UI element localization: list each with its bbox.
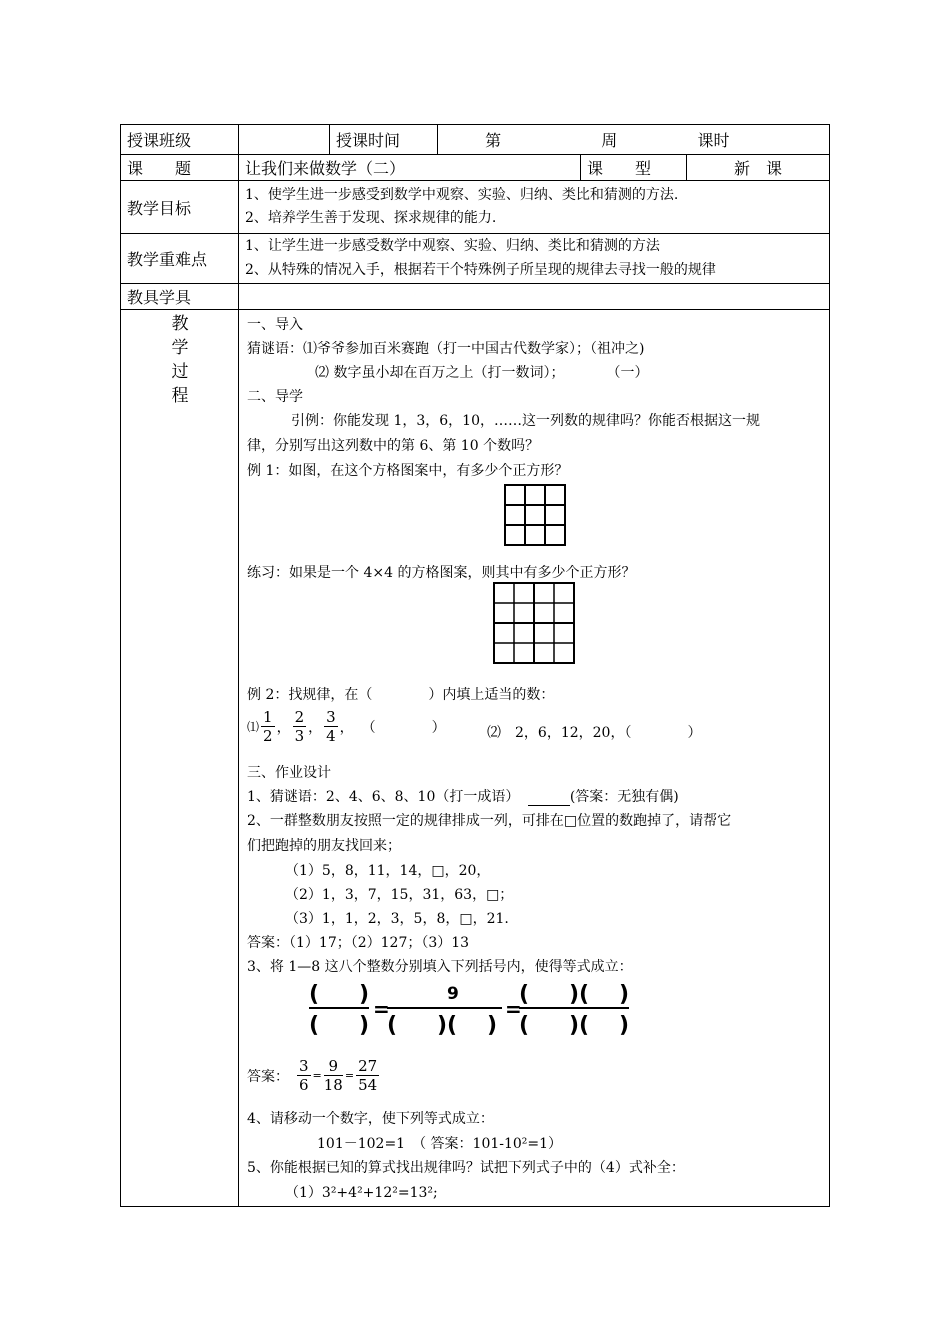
section-3-title: 三、作业设计 [247,765,331,781]
example-2: 例 2：找规律，在（ ）内填上适当的数： [247,687,555,703]
part-1-blank[interactable]: （ ） [361,719,446,736]
svg-text:): ) [359,982,370,1007]
week-mid: 周 [601,131,618,150]
lesson-suffix: 课时 [697,131,730,150]
svg-text:(: ( [309,1013,320,1038]
answer-fraction-27-54: $\frac{27}{54}$ [358,1057,378,1094]
svg-text:(: ( [519,1013,530,1038]
homework-2-line-1: 2、一群整数朋友按照一定的规律排成一列，可排在□位置的数跑掉了，请帮它 [247,813,732,829]
svg-text:(: ( [309,982,320,1007]
process-label-cell [121,310,239,1207]
process-char-3: 过 [171,362,189,382]
nine-numerator: 9 [447,984,459,1004]
key-line-2: 2、从特殊的情况入手，根据若干个特殊例子所呈现的规律去寻找一般的规律 [245,261,716,278]
topic-label: 课 题 [121,155,239,181]
tools-label: 教具学具 [121,284,239,310]
homework-5: 5、你能根据已知的算式找出规律吗？试把下列式子中的（4）式补全： [247,1160,685,1176]
topic-value: 让我们来做数学（二） [239,155,581,181]
class-value[interactable] [239,125,330,155]
homework-2-answer: 答案：（1）17；（2）127；（3）13 [247,935,470,951]
process-char-1: 教 [171,314,189,334]
svg-text:): ) [487,1013,498,1038]
part-1-marker: ⑴ [247,720,260,734]
svg-text:)(: )( [437,1013,458,1038]
riddle-2: ⑵ 数字虽小却在百万之上（打一数词）； （一） [315,365,649,381]
homework-1 [247,786,679,806]
homework-3-answer-label: 答案： [247,1068,289,1085]
grid-3x3-figure [504,484,566,546]
homework-1-blank[interactable] [528,791,570,806]
lesson-plan-table [120,124,830,1207]
svg-text:)(: )( [569,1013,590,1038]
example-2-part-2: ⑵ 2，6，12，20，（ ） [487,725,702,741]
riddle-1: 猜谜语：⑴爷爷参加百米赛跑（打一中国古代数学家）；（祖冲之) [247,341,645,357]
section-1-title: 一、导入 [247,317,303,333]
homework-2-seq-1: （1）5，8，11，14，□，20， [285,863,491,879]
time-value[interactable] [438,125,830,155]
homework-3-answer: 答案： $\frac{3}{6}$ = $\frac{9}{18}$ = $\frac{27}{54}$ [247,1057,378,1094]
homework-2-seq-3: （3）1，1，2，3，5，8，□，21. [285,911,509,927]
homework-1-question: 1、猜谜语：2、4、6、8、10（打一成语） [247,789,520,805]
svg-text:): ) [619,982,630,1007]
key-content [239,234,830,284]
example-1: 例 1：如图，在这个方格图案中，有多少个正方形？ [247,463,569,479]
fraction-1-2: $\frac{1}{2}$ [263,708,273,745]
process-char-4: 程 [171,386,189,406]
svg-text:): ) [359,1013,370,1038]
section-2-title: 二、导学 [247,389,303,405]
svg-text:): ) [619,1013,630,1038]
intro-line-1: 引例：你能发现 1，3，6，10，……这一列数的规律吗？你能否根据这一规 [291,413,760,429]
homework-5-item-1: （1）3²+4²+12²=13²; [285,1185,438,1201]
fraction-3-4: $\frac{3}{4}$ [326,708,336,745]
key-label: 教学重难点 [121,234,239,284]
homework-2-seq-2: （2）1，3，7，15，31，63，□； [285,887,514,903]
homework-3: 3、将 1—8 这八个整数分别填入下列括号内，使得等式成立： [247,959,633,975]
type-value: 新 课 [687,155,830,181]
homework-4: 4、请移动一个数字，使下列等式成立： [247,1111,494,1127]
answer-fraction-9-18: $\frac{9}{18}$ [323,1057,343,1094]
process-label [121,310,239,408]
homework-1-answer: (答案：无独有偶) [569,789,679,805]
svg-text:(: ( [519,982,530,1007]
homework-2-line-2: 们把跑掉的朋友找回来； [247,838,401,854]
lesson-plan-form [120,124,829,1205]
practice: 练习：如果是一个 4×4 的方格图案，则其中有多少个正方形？ [247,565,636,581]
svg-text:(: ( [387,1013,398,1038]
intro-line-2: 律，分别写出这列数中的第 6、第 10 个数吗？ [247,438,540,454]
goal-content [239,181,830,234]
goal-label: 教学目标 [121,181,239,234]
fraction-2-3: $\frac{2}{3}$ [294,708,305,745]
svg-text:=: = [373,997,390,1021]
process-char-2: 学 [171,338,189,358]
tools-value[interactable] [239,284,830,310]
goal-line-2: 2、培养学生善于发现、探求规律的能力. [245,210,497,226]
process-content [239,310,830,1207]
type-label: 课 型 [581,155,687,181]
svg-text:)(: )( [569,982,590,1007]
bracket-equation-figure [307,980,635,1038]
key-line-1: 1、让学生进一步感受数学中观察、实验、归纳、类比和猜测的方法 [245,238,660,254]
class-label: 授课班级 [121,125,239,155]
week-prefix: 第 [485,131,502,150]
answer-fraction-3-6: $\frac{3}{6}$ [299,1057,309,1094]
example-2-part-1: ⑴ $\frac{1}{2}$ ， $\frac{2}{3}$ ， $\frac{3}{4}$ ， （ ） [247,708,446,745]
grid-4x4-figure [493,582,575,664]
homework-4-equation: 101－102=1 （ 答案：101-10²=1） [317,1136,563,1152]
svg-text:=: = [505,997,522,1021]
time-label: 授课时间 [330,125,438,155]
goal-line-1: 1、使学生进一步感受到数学中观察、实验、归纳、类比和猜测的方法. [245,186,679,203]
